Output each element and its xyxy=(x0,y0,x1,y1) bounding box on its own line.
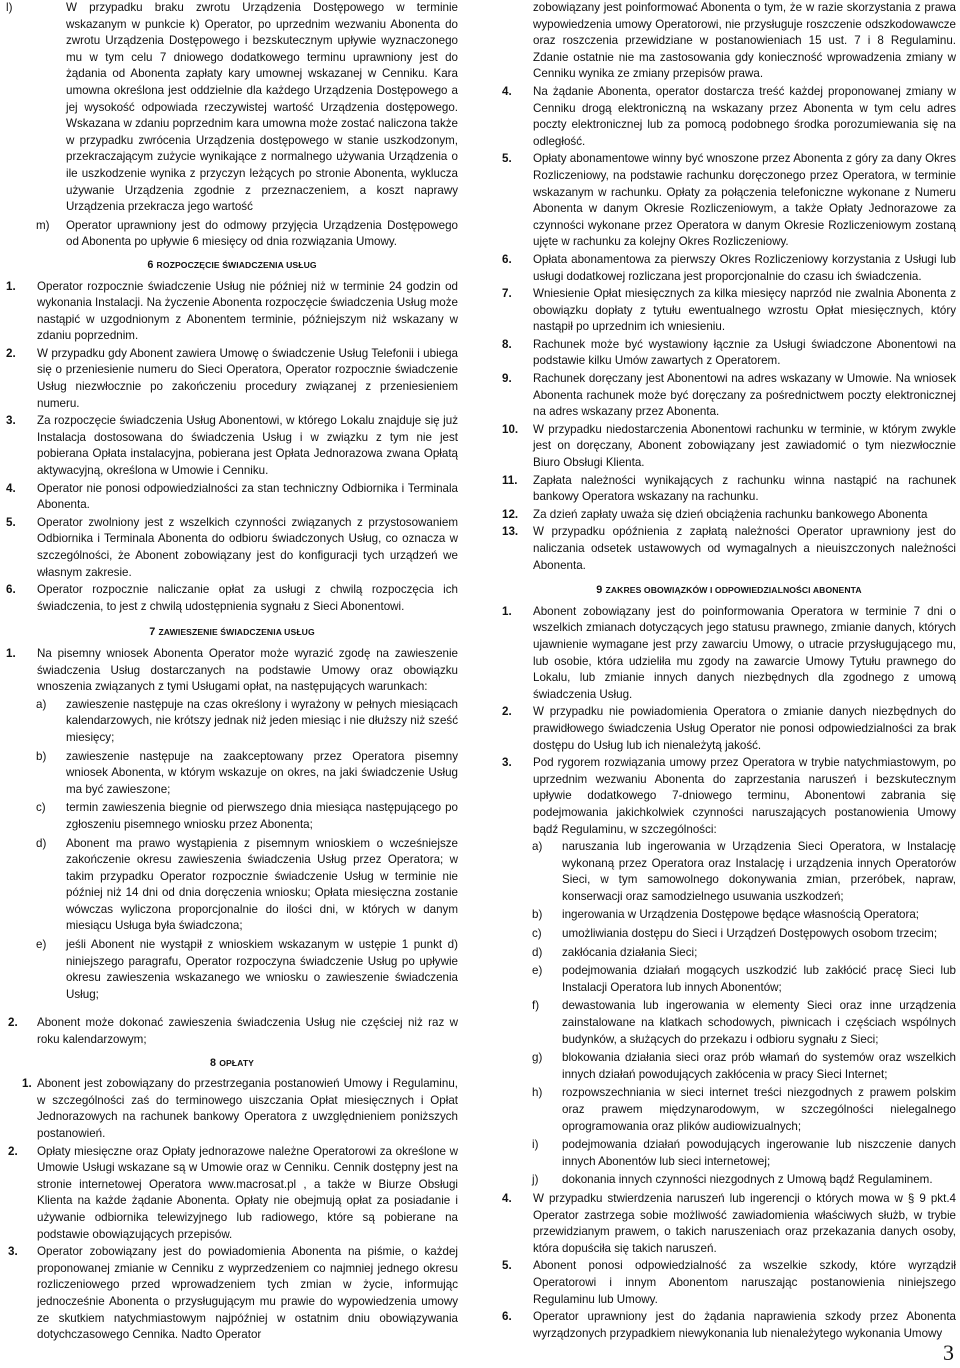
section-8-item xyxy=(502,422,956,472)
sub-text: zawieszenie następuje na zaakceptowany przez Operatora pisemny wniosek Abonenta, w którym wskazuje on okres, na jaki świadczenie Usług ma być zawieszone; xyxy=(66,749,458,796)
item-number: 11. xyxy=(502,473,518,487)
item-number: 6. xyxy=(6,583,16,597)
sub-text: naruszania lub ingerowania w Urządzenia Sieci Operatora, w Instalację wykonaną przez Operatora oraz Instalację i urządzenia innych Operatorów Sieci, w tym samowolnego dokonywania zmian, przeróbek, napraw, konserwacji oraz samodzielnego usuwania uszkodzeń; xyxy=(562,840,956,903)
item-text: W przypadku gdy Abonent zawiera Umowę o świadczenie Usług Telefonii i ubiega się o przeniesienie numeru do Sieci Operatora, Operator rozpocznie świadczenie Usług niezwłocznie po zakończeniu procedury związanej z przeniesieniem numeru. xyxy=(37,346,458,410)
section-9-list-continued xyxy=(502,1191,956,1342)
sub-text: podejmowania działań mogących uszkodzić lub zakłócić pracę Sieci lub Instalacji Operatora lub innych Abonentów; xyxy=(562,964,956,994)
sub-letter: d) xyxy=(36,836,47,850)
sub-item xyxy=(502,945,956,962)
section-8-item xyxy=(502,473,956,506)
section-6-list xyxy=(6,279,458,616)
section-8-item xyxy=(502,524,956,574)
section-7-number: 7 xyxy=(149,626,156,639)
sub-item xyxy=(6,937,458,1003)
item-text: W przypadku niedostarczenia Abonentowi rachunku w terminie, w którym zwykle jest on doręczany, Abonent zobowiązany jest zawiadomić o tym niezwłocznie Biuro Obsługi Klienta. xyxy=(533,422,956,470)
page-number: 3 xyxy=(943,1340,954,1365)
sub-text: dokonania innych czynności niezgodnych z Umową bądź Regulaminem. xyxy=(562,1173,933,1187)
sub-letter: a) xyxy=(36,697,47,711)
item-number: 4. xyxy=(502,1191,512,1205)
sub-letter: a) xyxy=(532,840,543,854)
sub-letter: c) xyxy=(532,927,542,941)
item-text: Operator rozpocznie naliczanie opłat za usługi z chwilą rozpoczęcia ich świadczenia, to jest z chwilą udostępnienia sygnału z Sieci Abonentowi. xyxy=(37,583,458,613)
clause-l xyxy=(6,0,458,216)
item-text: Operator uprawniony jest do żądania naprawienia szkody przez Abonenta wyrządzonych przypadkiem niewykonania lub nienależytego wykonania Umowy xyxy=(533,1310,956,1340)
sub-text: rozpowszechniania w sieci internet treści niezgodnych z prawem polskim oraz prawem międzynarodowym, w szczególności nielegalnego oprogramowania oraz plików audiowizualnych; xyxy=(562,1086,956,1133)
clause-m-text: Operator uprawniony jest do odmowy przyjęcia Urządzenia Dostępowego od Abonenta po upływie 6 miesięcy od dnia rozwiązania Umowy. xyxy=(66,218,458,249)
section-8-list xyxy=(6,1076,458,1344)
item-number: 6. xyxy=(502,1310,512,1324)
section-8-item xyxy=(6,1076,458,1142)
item-number: 2. xyxy=(8,1016,18,1030)
item-text: Na żądanie Abonenta, operator dostarcza treść każdej proponowanej zmiany w Cenniku drogą elektroniczną na wskazany przez Abonenta w tym celu adres poczty elektronicznej lub za pomocą podobnego środka porozumiewania się na odległość. xyxy=(533,84,956,148)
sub-text: dewastowania lub ingerowania w elementy Sieci oraz inne urządzenia zainstalowane na klatkach schodowych, piwnicach i częściach wspólnych budynków, a służących do przekazu i odbioru sygnału z Sieci; xyxy=(562,999,956,1046)
sub-letter: c) xyxy=(36,801,46,815)
sub-text: Abonent ma prawo wystąpienia z pisemnym wnioskiem o wcześniejsze zakończenie okresu zawieszenia świadczenia Usług przez Operatora; w takim przypadku Operator rozpocznie świadczenie Usług w terminie nie później niż 14 dni od dnia doręczenia wniosku; Opłata miesięczna zostanie wówczas wyliczona proporcjonalnie do ilości dni, w których w danym miesiącu Usługa była świadczona; xyxy=(66,836,458,933)
sub-text: zakłócania działania Sieci; xyxy=(562,945,698,959)
sub-letter: i) xyxy=(532,1138,539,1152)
sub-item xyxy=(502,1137,956,1170)
section-8-item xyxy=(6,1144,458,1244)
clause-m xyxy=(6,218,458,251)
item-number: 2. xyxy=(6,346,16,360)
sub-text: termin zawieszenia biegnie od pierwszego dnia miesiąca następującego po zgłoszeniu pisemnego wniosku przez Abonenta; xyxy=(66,801,458,831)
section-8-item xyxy=(6,1244,458,1344)
item-number: 10. xyxy=(502,422,519,436)
sub-text: ingerowania w Urządzenia Dostępowe będące własnością Operatora; xyxy=(562,908,920,922)
clause-m-letter: m) xyxy=(36,218,50,232)
sub-item xyxy=(502,926,956,943)
sub-letter: f) xyxy=(532,999,540,1013)
item-number: 1. xyxy=(22,1077,32,1091)
section-6-title: ROZPOCZĘCIE ŚWIADCZENIA USŁUG xyxy=(156,259,317,270)
item-text: Operator rozpocznie świadczenie Usług nie później niż w terminie 24 godzin od wykonania Instalacji. Na życzenie Abonenta rozpoczęcie świadczenia Usług może nastąpić w uzgodnionym z Abonentem terminie, późniejszym niż wskazany w zdaniu poprzednim. xyxy=(37,279,458,343)
section-7-title: ZAWIESZENIE ŚWIADCZENIA USŁUG xyxy=(158,627,315,638)
item-text: Abonent zobowiązany jest do poinformowania Operatora w terminie 7 dni o wszelkich zmianach dotyczących jego statusu prawnego, zmianie danych, których ujawnienie wymagane jest przy zawarciu Umowy, o utracie przysługującego mu, lub osobie, która udzieliła mu zgody na zawarcie Umowy Tytułu prawnego do Lokalu, lub zmianie innych danych niezbędnych dla zgodnego z umową świadczenia Usług. xyxy=(533,604,956,701)
section-8-number: 8 xyxy=(209,1056,217,1069)
item-number: 12. xyxy=(502,507,519,521)
section-8-heading xyxy=(6,1055,458,1072)
clause-l-letter: l) xyxy=(6,1,13,14)
sub-item xyxy=(502,839,956,905)
item-number: 4. xyxy=(502,84,512,98)
left-column xyxy=(6,0,458,1345)
item-text: Opłaty miesięczne oraz Opłaty jednorazowe należne Operatorowi za określone w Umowie Usługi wskazane są w Umowie oraz w Cenniku. Cennik dostępny jest na stronie internetowej Operatora www.macrosat.pl , a także w Biurze Obsługi Klienta na każde żądanie Abonenta. Opłaty nie obejmują opłat za posiadanie i używanie odbiornika telewizyjnego lub radiowego, które są pobierane na podstawie obowiązujących przepisów. xyxy=(37,1144,458,1241)
section-7-item xyxy=(6,646,458,696)
sub-text: umożliwiania dostępu do Sieci i Urządzeń Dostępowych osobom trzecim; xyxy=(562,927,938,941)
item-number: 9. xyxy=(502,372,512,386)
item-number: 8. xyxy=(502,337,512,351)
item-number: 6. xyxy=(502,252,512,266)
section-6-item xyxy=(6,413,458,479)
section-8-item xyxy=(502,286,956,336)
section-8-title: OPŁATY xyxy=(219,1057,255,1068)
section-9-item xyxy=(502,1191,956,1257)
section-9-item xyxy=(502,704,956,754)
sub-item xyxy=(502,998,956,1048)
section-7-item xyxy=(6,1015,458,1048)
sub-letter: d) xyxy=(532,945,543,959)
item-number: 7. xyxy=(502,287,512,301)
sub-letter: e) xyxy=(36,938,47,952)
sub-letter: b) xyxy=(36,749,47,763)
clause-l-text: W przypadku braku zwrotu Urządzenia Dostępowego w terminie wskazanym w punkcie k) Operator, po uprzednim wezwaniu Abonenta do zwrotu Urządzenia Dostępowego i bezskutecznym upływie wyznaczonego mu w tym celu 7 dniowego dodatkowego terminu uprawniony jest do żądania od Abonenta zapłaty kary umownej wskazanej w Cenniku. Kara umowna określona jest oddzielnie dla każdego Urządzenia Dostępowego a jej wysokość odpowiada rzeczywistej wartość Urządzenia dostępowego. Wskazana w zdaniu poprzednim kara umowna może zostać naliczona także w przypadku zwrócenia Urządzenia dostępowego w stanie uszkodzonym, przekraczającym zużycie wynikające z normalnego używania Urządzenia o ile uszkodzenie wynika z przyczyn leżących po stronie Abonenta, wyklucza używanie Urządzenia zgodnie z przeznaczeniem, a koszt naprawy Urządzenia przekracza jego wartość xyxy=(66,1,458,214)
item-text: Zapłata należności wynikających z rachunku winna nastąpić na rachunek bankowy Operatora wskazany na rachunku. xyxy=(533,473,956,504)
item-text: Operator nie ponosi odpowiedzialności za stan techniczny Odbiornika i Terminala Abonenta. xyxy=(37,481,458,512)
item-number: 5. xyxy=(502,1259,512,1273)
sub-text: podejmowania działań powodujących ingerowanie lub niszczenie danych innych Abonentów lub sieci internetowej; xyxy=(562,1138,956,1168)
section-9-list xyxy=(502,604,956,838)
item-number: 1. xyxy=(502,604,512,618)
item-text: Opłaty abonamentowe winny być wnoszone przez Abonenta z góry za dany Okres Rozliczeniowy, na podstawie rachunku doręczonego przez Operatora, w terminie wskazanym w rachunku. Opłaty za połączenia telefoniczne wykonane z Numeru Abonenta w danym Okresie Rozliczeniowym, a także Opłaty Jednorazowe za czynności wykonane przez Operatora w danym Okresie Rozliczeniowym zostaną ujęte w rachunku za kolejny Okres Rozliczeniowy. xyxy=(533,152,956,249)
sub-item xyxy=(6,749,458,799)
section-7-sublist xyxy=(6,697,458,1004)
sub-text: blokowania działania sieci oraz prób włamań do systemów oraz wszelkich innych działań powodujących zakłócenia w pracy Sieci Internet; xyxy=(562,1051,956,1081)
section-8-list-continued xyxy=(502,84,956,574)
sub-letter: b) xyxy=(532,908,543,922)
item-text: Operator zwolniony jest z wszelkich czynności związanych z przystosowaniem Odbiornika i Terminala Abonenta do odbioru świadczonych Usług, co oznacza w szczególności, że Abonent zobowiązany jest do konfiguracji tych urządzeń we własnym zakresie. xyxy=(37,515,458,579)
section-9-item xyxy=(502,1309,956,1342)
item-number: 3. xyxy=(502,756,512,770)
item-number: 4. xyxy=(6,481,16,495)
item-text: Operator zobowiązany jest do powiadomienia Abonenta na piśmie, o każdej proponowanej zmianie w Cenniku z wyprzedzeniem co najmniej jednego okresu rozliczeniowego przed wprowadzeniem tych zmian w życie, informując jednocześnie Abonenta o przysługującym mu prawie do wypowiedzenia umowy ze skutkiem natychmiastowym najpóźniej w ostatnim dniu obowiązywania dotychczasowego Cennika. Nadto Operator xyxy=(37,1245,458,1342)
section-8-item xyxy=(502,84,956,150)
sub-item xyxy=(6,800,458,833)
item-text: W przypadku stwierdzenia naruszeń lub ingerencji o których mowa w § 9 pkt.4 Operator zastrzega sobie możliwość zawiadomienia właściwych służb, w trybie przewidzianym prawem, o takich naruszeniach oraz przekazania danych osoby, która dopuściła się takich naruszeń. xyxy=(533,1191,956,1255)
section-6-item xyxy=(6,346,458,412)
sub-item xyxy=(502,1172,956,1189)
section-9-number: 9 xyxy=(596,584,603,597)
item-text: Na pisemny wniosek Abonenta Operator może wyrazić zgodę na zawieszenie świadczenia Usług dostarczanych na podstawie Umowy oraz obowiązku wnoszenia związanych z tymi Usługami opłat, na następujących warunkach: xyxy=(37,646,458,694)
sub-item xyxy=(6,836,458,936)
section-8-item xyxy=(502,507,956,524)
continued-paragraph xyxy=(502,0,956,83)
item-number: 1. xyxy=(6,279,16,293)
item-number: 5. xyxy=(6,515,16,529)
item-number: 2. xyxy=(8,1144,18,1158)
section-8-item xyxy=(502,371,956,421)
item-text: Za dzień zapłaty uważa się dzień obciążenia rachunku bankowego Abonenta xyxy=(533,507,928,521)
section-9-sublist xyxy=(502,839,956,1189)
item-text: Opłata abonamentowa za pierwszy Okres Rozliczeniowy korzystania z Usługi lub usługi dodatkowej rozliczana jest proporcjonalnie do czasu ich świadczenia. xyxy=(533,252,956,283)
sub-text: jeśli Abonent nie wystąpił z wnioskiem wskazanym w ustępie 1 punkt d) niniejszego paragrafu, Operator rozpoczyna świadczenie Usług po upływie okresu zawieszenia wskazanego we wniosku o zawieszenie świadczenia Usług; xyxy=(66,938,458,1001)
section-6-item xyxy=(6,481,458,514)
sub-letter: j) xyxy=(532,1173,539,1187)
item-text: Rachunek doręczany jest Abonentowi na adres wskazany w Umowie. Na wniosek Abonenta rachunek może być doręczany za pośrednictwem poczty elektronicznej na adres wskazany przez Abonenta. xyxy=(533,372,956,419)
sub-letter: h) xyxy=(532,1086,543,1100)
sub-letter: g) xyxy=(532,1051,543,1065)
item-text: Za rozpoczęcie świadczenia Usług Abonentowi, w którego Lokalu znajduje się już Instalacja dostosowana do świadczenia Usług i w związku z tym nie jest pobierana Opłata instalacyjna, pobierana jest Opłata Jednorazowa zwana Opłatą aktywacyjną, określona w Umowie i Cenniku. xyxy=(37,414,458,478)
section-6-item xyxy=(6,515,458,581)
section-6-item xyxy=(6,582,458,615)
sub-text: zawieszenie następuje na czas określony i wyrażony w pełnych miesiącach kalendarzowych, nie krótszy jednak niż jeden miesiąc i nie dłuższy niż sześć miesięcy; xyxy=(66,697,458,744)
section-9-item xyxy=(502,755,956,838)
section-9-item xyxy=(502,1258,956,1308)
item-text: Abonent ponosi odpowiedzialność za wszelkie szkody, które wyrządził Operatorowi i innym Abonentom naruszając postanowienia niniejszego Regulaminu lub Umowy. xyxy=(533,1259,956,1306)
item-number: 5. xyxy=(502,152,512,166)
item-text: W przypadku nie powiadomienia Operatora o zmianie danych niezbędnych do prawidłowego świadczenia Usług Operator nie ponosi odpowiedzialności za brak dostępu do Usług lub ich nienależytą jakość. xyxy=(533,705,956,752)
item-text: W przypadku opóźnienia z zapłatą należności Operator uprawniony jest do naliczania odsetek ustawowych od wymagalnych a nieuiszczonych należności Abonenta. xyxy=(533,525,956,572)
section-8-item xyxy=(502,337,956,370)
sub-item xyxy=(502,963,956,996)
section-6-heading xyxy=(6,257,458,274)
item-text: Pod rygorem rozwiązania umowy przez Operatora w trybie natychmiastowym, po uprzednim wezwaniu Abonenta do zaprzestania naruszeń i bezskutecznym upływie dodatkowego 7-dniowego terminu, Abonentowi zabrania się podejmowania jakichkolwiek czynności naruszających postanowienia Umowy bądź Regulaminu, w szczególności: xyxy=(533,756,956,836)
item-text: Abonent może dokonać zawieszenia świadczenia Usług nie częściej niż raz w roku kalendarzowym; xyxy=(37,1016,458,1047)
item-text: Wniesienie Opłat miesięcznych za kilka miesięcy naprzód nie zwalnia Abonenta z obowiązku dopłaty z tytułu ewentualnego wzrostu Opłat miesięcznych, który nastąpił po uprzednim ich wniesieniu. xyxy=(533,287,956,334)
section-9-title: ZAKRES OBOWIĄZKÓW I ODPOWIEDZIALNOŚCI ABONENTA xyxy=(605,585,862,596)
item-number: 1. xyxy=(6,646,16,660)
item-text: Abonent jest zobowiązany do przestrzegania postanowień Umowy i Regulaminu, w szczególności zaś do terminowego uiszczania Opłat miesięcznych i Opłat Jednorazowych na rachunek bankowy Operatora z uwzględnieniem poniższych postanowień. xyxy=(37,1077,458,1140)
sub-item xyxy=(6,697,458,747)
item-number: 3. xyxy=(8,1245,18,1259)
right-column xyxy=(502,0,956,1343)
section-6-item xyxy=(6,279,458,345)
section-6-number: 6 xyxy=(147,258,154,271)
continued-text: zobowiązany jest poinformować Abonenta o tym, że w razie skorzystania z prawa wypowiedzenia umowy Operatorowi, nie przysługuje roszczenie odszkodowawcze oraz roszczenia przewidziane w postanowieniach 15 ust. 7 i 8 Regulaminu. Zdanie ostatnie nie ma zastosowania gdy konieczność wprowadzenia zmiany w Cenniku wynika ze zmiany przepisów prawa. xyxy=(533,1,956,81)
section-9-item xyxy=(502,604,956,704)
sub-item xyxy=(502,1050,956,1083)
item-number: 13. xyxy=(502,525,519,539)
sub-item xyxy=(502,1085,956,1135)
section-7-heading xyxy=(6,624,458,641)
item-number: 2. xyxy=(502,705,512,719)
sub-letter: e) xyxy=(532,964,543,978)
section-9-heading xyxy=(502,582,956,599)
section-8-item xyxy=(502,151,956,251)
sub-item xyxy=(502,907,956,924)
item-number: 3. xyxy=(6,414,16,428)
item-text: Rachunek może być wystawiony łącznie za Usługi świadczone Abonentowi na podstawie kilku Umów zawartych z Operatorem. xyxy=(533,337,956,368)
section-8-item xyxy=(502,252,956,285)
